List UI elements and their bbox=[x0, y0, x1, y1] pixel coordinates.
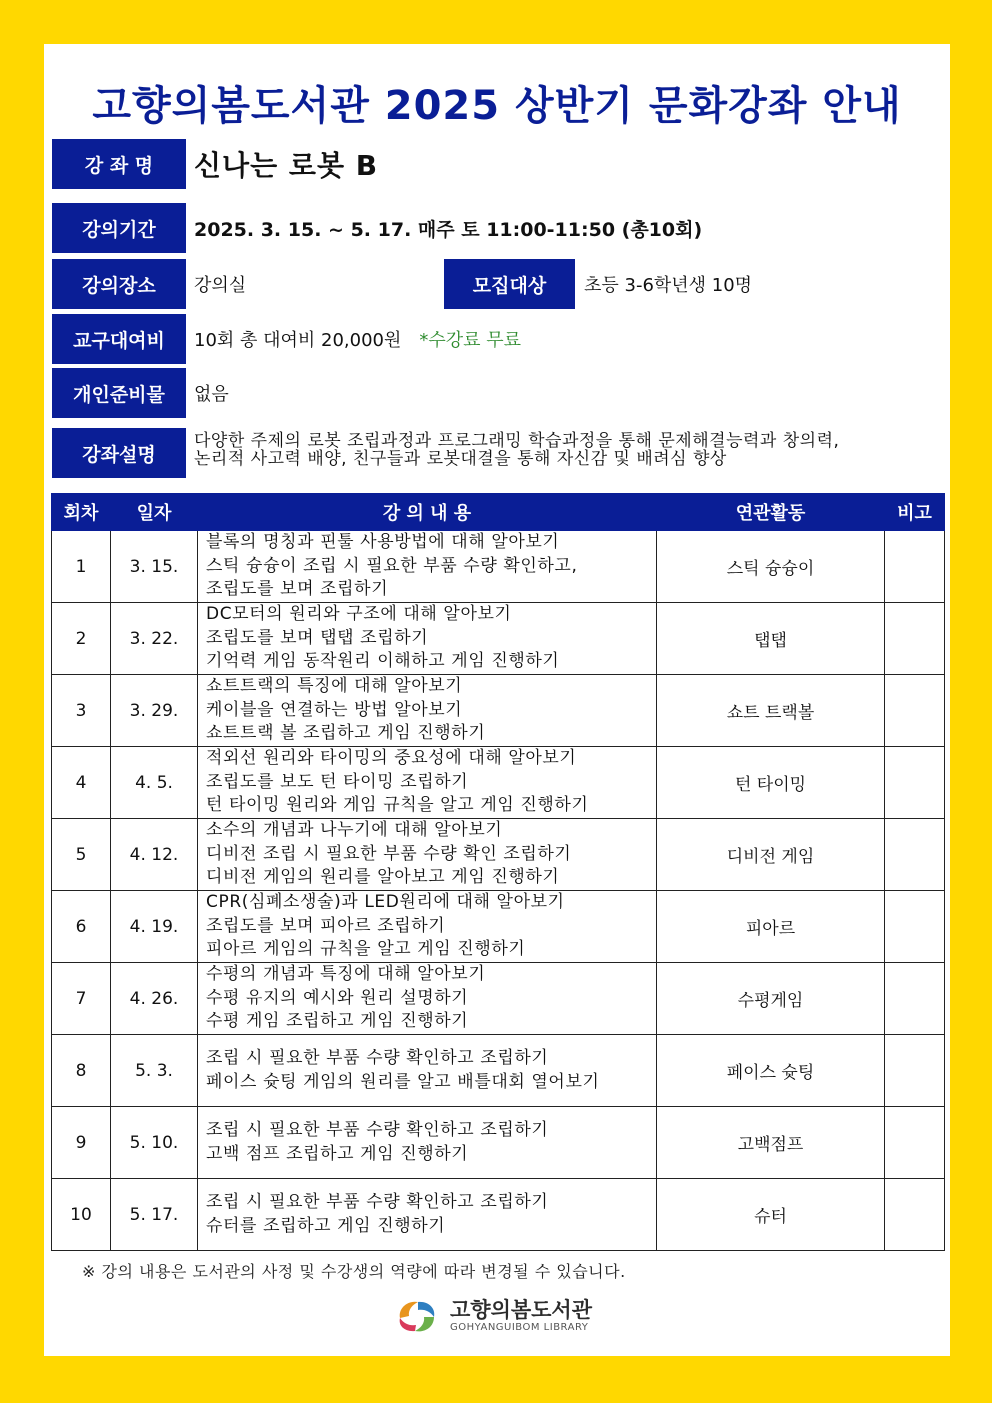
session-date-cell: 4. 12. bbox=[111, 819, 198, 891]
session-note-cell bbox=[885, 819, 945, 891]
table-row bbox=[52, 963, 945, 1035]
desc-label: 강좌설명 bbox=[52, 428, 186, 478]
table-row bbox=[52, 675, 945, 747]
logo-subtitle: GOHYANGUIBOM LIBRARY bbox=[450, 1322, 589, 1333]
logo-name: 고향의봄도서관 bbox=[450, 1298, 593, 1322]
content-line: 쇼트트랙의 특징에 대해 알아보기 bbox=[206, 676, 463, 697]
header-content: 강 의 내 용 bbox=[198, 494, 657, 531]
content-line: CPR(심폐소생술)과 LED원리에 대해 알아보기 bbox=[206, 892, 565, 913]
desc-line: 다양한 주제의 로봇 조립과정과 프로그래밍 학습과정을 통해 문제해결능력과 창의력, bbox=[194, 431, 840, 451]
content-line: 디비전 조립 시 필요한 부품 수량 확인 조립하기 bbox=[206, 843, 572, 864]
content-line: 소수의 개념과 나누기에 대해 알아보기 bbox=[206, 820, 503, 841]
table-row bbox=[52, 531, 945, 603]
content-line: 페이스 슛팅 게임의 원리를 알고 배틀대회 열어보기 bbox=[206, 1071, 600, 1092]
session-number-cell: 3 bbox=[52, 675, 111, 747]
content-line: 턴 타이밍 원리와 게임 규칙을 알고 게임 진행하기 bbox=[206, 795, 589, 816]
session-number-cell: 9 bbox=[52, 1107, 111, 1179]
period-label: 강의기간 bbox=[52, 203, 186, 253]
place-value: 강의실 bbox=[194, 275, 247, 296]
session-content-cell bbox=[198, 819, 657, 891]
session-activity-cell: 쇼트 트랙볼 bbox=[657, 675, 885, 747]
library-logo bbox=[394, 1294, 614, 1338]
table-row bbox=[52, 747, 945, 819]
session-content-cell bbox=[198, 531, 657, 603]
session-note-cell bbox=[885, 1179, 945, 1251]
content-line: 조립 시 필요한 부품 수량 확인하고 조립하기 bbox=[206, 1192, 549, 1212]
session-date-cell: 3. 22. bbox=[111, 603, 198, 675]
session-activity-cell: 턴 타이밍 bbox=[657, 747, 885, 819]
session-content-cell bbox=[198, 1035, 657, 1107]
session-note-cell bbox=[885, 675, 945, 747]
session-number-cell: 6 bbox=[52, 891, 111, 963]
session-activity-cell: 디비전 게임 bbox=[657, 819, 885, 891]
session-activity-cell: 슈터 bbox=[657, 1179, 885, 1251]
content-line: 디비전 게임의 원리를 알아보고 게임 진행하기 bbox=[206, 867, 560, 888]
content-line: 수평 유지의 예시와 원리 설명하기 bbox=[206, 987, 469, 1008]
session-number-cell: 8 bbox=[52, 1035, 111, 1107]
session-content-cell bbox=[198, 675, 657, 747]
session-note-cell bbox=[885, 603, 945, 675]
header-activity: 연관활동 bbox=[657, 494, 885, 531]
content-line: 슈터를 조립하고 게임 진행하기 bbox=[206, 1215, 446, 1236]
session-content-cell bbox=[198, 891, 657, 963]
prep-value: 없음 bbox=[194, 384, 229, 405]
header-no: 회차 bbox=[52, 494, 111, 531]
prep-label: 개인준비물 bbox=[52, 368, 186, 418]
content-line: 조립도를 보도 턴 타이밍 조립하기 bbox=[206, 771, 469, 792]
header-date: 일자 bbox=[111, 494, 198, 531]
course-name-label: 강 좌 명 bbox=[52, 139, 186, 189]
content-line: 조립도를 보며 조립하기 bbox=[206, 579, 389, 600]
session-number-cell: 2 bbox=[52, 603, 111, 675]
fee-value-wrap bbox=[194, 314, 521, 364]
content-line: 수평 게임 조립하고 게임 진행하기 bbox=[206, 1011, 469, 1032]
content-line: 조립도를 보며 탭탭 조립하기 bbox=[206, 627, 429, 648]
session-content-cell bbox=[198, 1179, 657, 1251]
session-date-cell: 3. 29. bbox=[111, 675, 198, 747]
header-note: 비고 bbox=[885, 494, 945, 531]
schedule-table bbox=[51, 493, 945, 1251]
session-content-cell bbox=[198, 747, 657, 819]
session-date-cell: 4. 19. bbox=[111, 891, 198, 963]
table-row bbox=[52, 1179, 945, 1251]
content-line: 조립도를 보며 피아르 조립하기 bbox=[206, 915, 446, 936]
session-number-cell: 7 bbox=[52, 963, 111, 1035]
notice-sheet bbox=[44, 44, 950, 1356]
place-row bbox=[52, 259, 952, 309]
session-content-cell bbox=[198, 603, 657, 675]
content-line: 블록의 명칭과 핀툴 사용방법에 대해 알아보기 bbox=[206, 532, 560, 553]
content-line: 조립 시 필요한 부품 수량 확인하고 조립하기 bbox=[206, 1048, 549, 1068]
content-line: 조립 시 필요한 부품 수량 확인하고 조립하기 bbox=[206, 1120, 549, 1140]
session-note-cell bbox=[885, 1035, 945, 1107]
table-row bbox=[52, 891, 945, 963]
course-name-value: 신나는 로봇 B bbox=[194, 149, 379, 182]
session-date-cell: 5. 10. bbox=[111, 1107, 198, 1179]
fee-label: 교구대여비 bbox=[52, 314, 186, 364]
content-line: DC모터의 원리와 구조에 대해 알아보기 bbox=[206, 604, 512, 625]
period-value: 2025. 3. 15. ~ 5. 17. 매주 토 11:00-11:50 (총10회) bbox=[194, 218, 703, 241]
session-content-cell bbox=[198, 963, 657, 1035]
place-label: 강의장소 bbox=[52, 259, 186, 309]
table-row bbox=[52, 1107, 945, 1179]
session-date-cell: 5. 3. bbox=[111, 1035, 198, 1107]
fee-note: *수강료 무료 bbox=[419, 330, 522, 351]
table-row bbox=[52, 603, 945, 675]
content-line: 케이블을 연결하는 방법 알아보기 bbox=[206, 699, 463, 720]
desc-text bbox=[194, 432, 954, 468]
session-date-cell: 3. 15. bbox=[111, 531, 198, 603]
session-number-cell: 10 bbox=[52, 1179, 111, 1251]
session-date-cell: 5. 17. bbox=[111, 1179, 198, 1251]
table-header-row bbox=[52, 494, 945, 531]
session-note-cell bbox=[885, 531, 945, 603]
content-line: 피아르 게임의 규칙을 알고 게임 진행하기 bbox=[206, 939, 526, 960]
content-line: 스틱 슝슝이 조립 시 필요한 부품 수량 확인하고, bbox=[206, 555, 578, 576]
content-line: 수평의 개념과 특징에 대해 알아보기 bbox=[206, 964, 486, 985]
session-note-cell bbox=[885, 747, 945, 819]
content-line: 쇼트트랙 볼 조립하고 게임 진행하기 bbox=[206, 723, 486, 744]
session-note-cell bbox=[885, 891, 945, 963]
content-line: 고백 점프 조립하고 게임 진행하기 bbox=[206, 1143, 469, 1164]
session-number-cell: 4 bbox=[52, 747, 111, 819]
session-activity-cell: 수평게임 bbox=[657, 963, 885, 1035]
fee-value: 10회 총 대여비 20,000원 bbox=[194, 330, 402, 351]
session-activity-cell: 고백점프 bbox=[657, 1107, 885, 1179]
table-row bbox=[52, 1035, 945, 1107]
target-label: 모집대상 bbox=[444, 259, 575, 309]
content-line: 기억력 게임 동작원리 이해하고 게임 진행하기 bbox=[206, 651, 560, 672]
session-date-cell: 4. 26. bbox=[111, 963, 198, 1035]
session-date-cell: 4. 5. bbox=[111, 747, 198, 819]
schedule-body bbox=[52, 531, 945, 1251]
session-number-cell: 5 bbox=[52, 819, 111, 891]
footnote: ※ 강의 내용은 도서관의 사정 및 수강생의 역량에 따라 변경될 수 있습니다. bbox=[82, 1262, 626, 1281]
session-number-cell: 1 bbox=[52, 531, 111, 603]
session-activity-cell: 스틱 슝슝이 bbox=[657, 531, 885, 603]
desc-line: 논리적 사고력 배양, 친구들과 로봇대결을 통해 자신감 및 배려심 향상 bbox=[194, 449, 727, 469]
content-line: 적외선 원리와 타이밍의 중요성에 대해 알아보기 bbox=[206, 748, 577, 769]
target-value: 초등 3-6학년생 10명 bbox=[584, 275, 753, 296]
page-title: 고향의봄도서관 2025 상반기 문화강좌 안내 bbox=[92, 83, 902, 129]
session-activity-cell: 피아르 bbox=[657, 891, 885, 963]
session-activity-cell: 페이스 슛팅 bbox=[657, 1035, 885, 1107]
session-note-cell bbox=[885, 1107, 945, 1179]
session-activity-cell: 탭탭 bbox=[657, 603, 885, 675]
session-content-cell bbox=[198, 1107, 657, 1179]
session-note-cell bbox=[885, 963, 945, 1035]
table-row bbox=[52, 819, 945, 891]
library-logo-icon bbox=[394, 1296, 440, 1336]
